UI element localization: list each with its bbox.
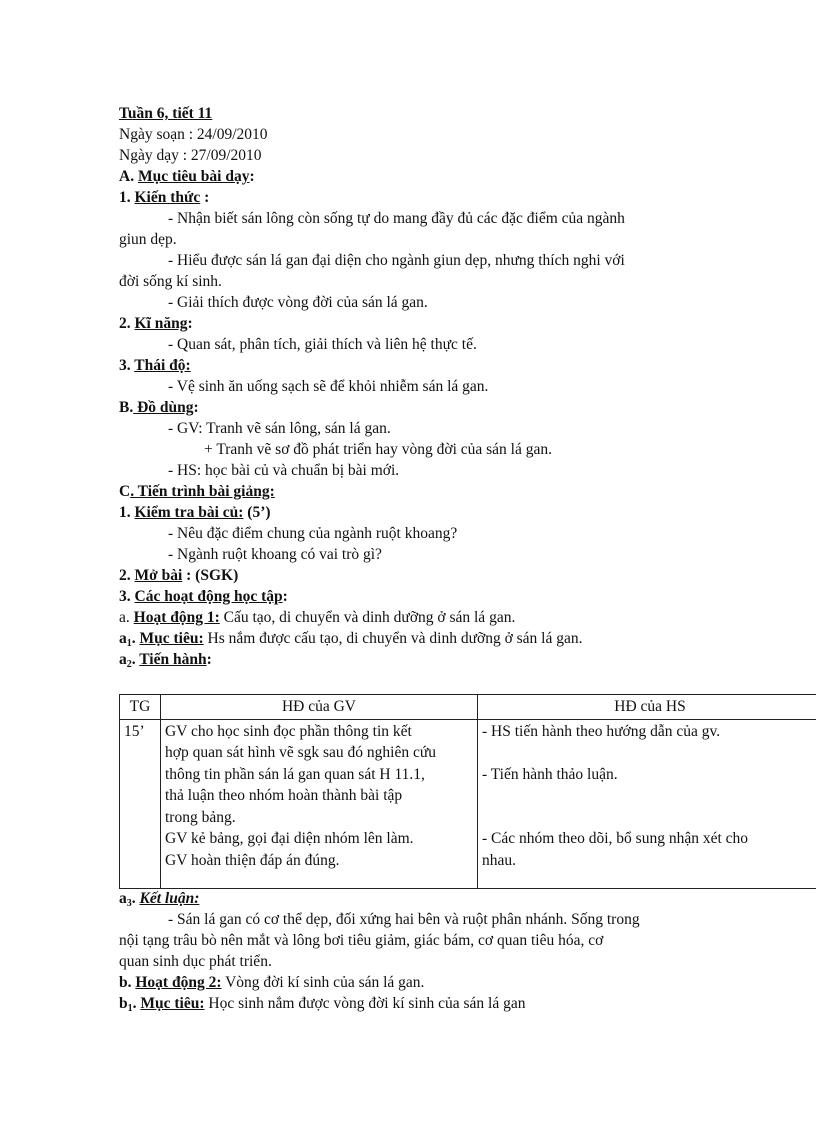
section-b-gv-2: + Tranh vẽ sơ đồ phát triển hay vòng đời của sán lá gan. <box>204 441 552 458</box>
conclusion-line-1: - Sán lá gan có cơ thể dẹp, đối xứng hai bên và ruột phân nhánh. Sống trong <box>168 911 640 928</box>
activity-2-objective: $b_1$. Mục tiêu: Học sinh nắm được vòng đời kí sinh của sán lá gan <box>119 995 526 1014</box>
section-c-heading: C. Tiến trình bài giảng: <box>119 483 275 500</box>
activity-2-heading: b. Hoạt động 2: Vòng đời kí sinh của sán lá gan. <box>119 974 425 991</box>
skills-line-1: - Quan sát, phân tích, giải thích và liên hệ thực tế. <box>168 336 477 353</box>
activity-1-procedure: $a_2$. Tiến hành: <box>119 651 212 670</box>
skills-heading: 2. Kĩ năng: <box>119 315 193 332</box>
check-heading: 1. Kiểm tra bài củ: (5’) <box>119 504 271 521</box>
student-line: - HS tiến hành theo hướng dẫn của gv. <box>482 722 721 740</box>
teacher-line: hợp quan sát hình vẽ sgk sau đó nghiên cứu <box>165 744 437 761</box>
header-student-activity: HĐ của HS <box>478 695 816 720</box>
check-question-2: - Ngành ruột khoang có vai trò gì? <box>168 546 382 563</box>
conclusion-heading: $a_3$. Kết luận: <box>119 890 200 909</box>
header-time: TG <box>120 695 161 720</box>
conclusion-line-3: quan sinh dục phát triển. <box>119 953 272 970</box>
section-b-gv: - GV: Tranh vẽ sán lông, sán lá gan. <box>168 420 391 437</box>
cell-student-activity <box>478 719 816 888</box>
cell-time: 15’ <box>120 719 161 888</box>
section-b-hs: - HS: học bài củ và chuẩn bị bài mới. <box>168 462 400 479</box>
knowledge-line-1: - Nhận biết sán lông còn sống tự do mang đầy đủ các đặc điểm của ngành <box>168 210 625 227</box>
attitude-line-1: - Vệ sinh ăn uống sạch sẽ để khỏi nhiễm sán lá gan. <box>168 378 489 395</box>
section-a-heading: A. Mục tiêu bài dạy: <box>119 168 255 185</box>
knowledge-heading: 1. Kiến thức : <box>119 189 210 206</box>
student-line: nhau. <box>482 851 517 869</box>
teacher-line: trong bảng. <box>165 808 236 826</box>
intro-heading: 2. Mở bài : (SGK) <box>119 567 239 584</box>
prep-date: Ngày soạn : 24/09/2010 <box>119 126 268 143</box>
activity-table <box>119 694 816 889</box>
knowledge-line-3: - Giải thích được vòng đời của sán lá gan. <box>168 294 428 311</box>
knowledge-line-2-cont: đời sống kí sinh. <box>119 273 222 290</box>
student-line: - Các nhóm theo dõi, bổ sung nhận xét cho <box>482 830 749 847</box>
header-teacher-activity: HĐ của GV <box>161 695 478 720</box>
attitude-heading: 3. Thái độ: <box>119 357 191 374</box>
section-b-heading: B. Đồ dùng: <box>119 399 199 416</box>
conclusion-line-2: nội tạng trâu bò nên mắt và lông bơi tiêu giảm, giác bám, cơ quan tiêu hóa, cơ <box>119 932 604 949</box>
activity-1-objective: $a_1$. Mục tiêu: Hs nắm được cấu tạo, di chuyển và dinh dưỡng ở sán lá gan. <box>119 630 583 649</box>
check-question-1: - Nêu đặc điểm chung của ngành ruột khoang? <box>168 525 458 542</box>
teacher-line: thông tin phần sán lá gan quan sát H 11.1, <box>165 765 425 783</box>
teacher-line: GV hoàn thiện đáp án đúng. <box>165 851 340 869</box>
teacher-line: GV kẻ bảng, gọi đại diện nhóm lên làm. <box>165 830 414 847</box>
table-header-row <box>120 695 816 720</box>
activity-1-heading: a. Hoạt động 1: Cấu tạo, di chuyển và dinh dưỡng ở sán lá gan. <box>119 609 516 626</box>
student-line: - Tiến hành thảo luận. <box>482 765 618 783</box>
week-lesson-heading: Tuần 6, tiết 11 <box>119 105 213 122</box>
knowledge-line-2: - Hiểu được sán lá gan đại diện cho ngành giun dẹp, nhưng thích nghi với <box>168 252 625 269</box>
teacher-line: thả luận theo nhóm hoàn thành bài tập <box>165 787 403 804</box>
cell-teacher-activity <box>161 719 478 888</box>
table-row <box>120 719 816 888</box>
teacher-line: GV cho học sinh đọc phần thông tin kết <box>165 722 412 740</box>
knowledge-line-1-cont: giun dẹp. <box>119 231 177 248</box>
activities-heading: 3. Các hoạt động học tập: <box>119 588 288 605</box>
teach-date: Ngày dạy : 27/09/2010 <box>119 147 262 164</box>
